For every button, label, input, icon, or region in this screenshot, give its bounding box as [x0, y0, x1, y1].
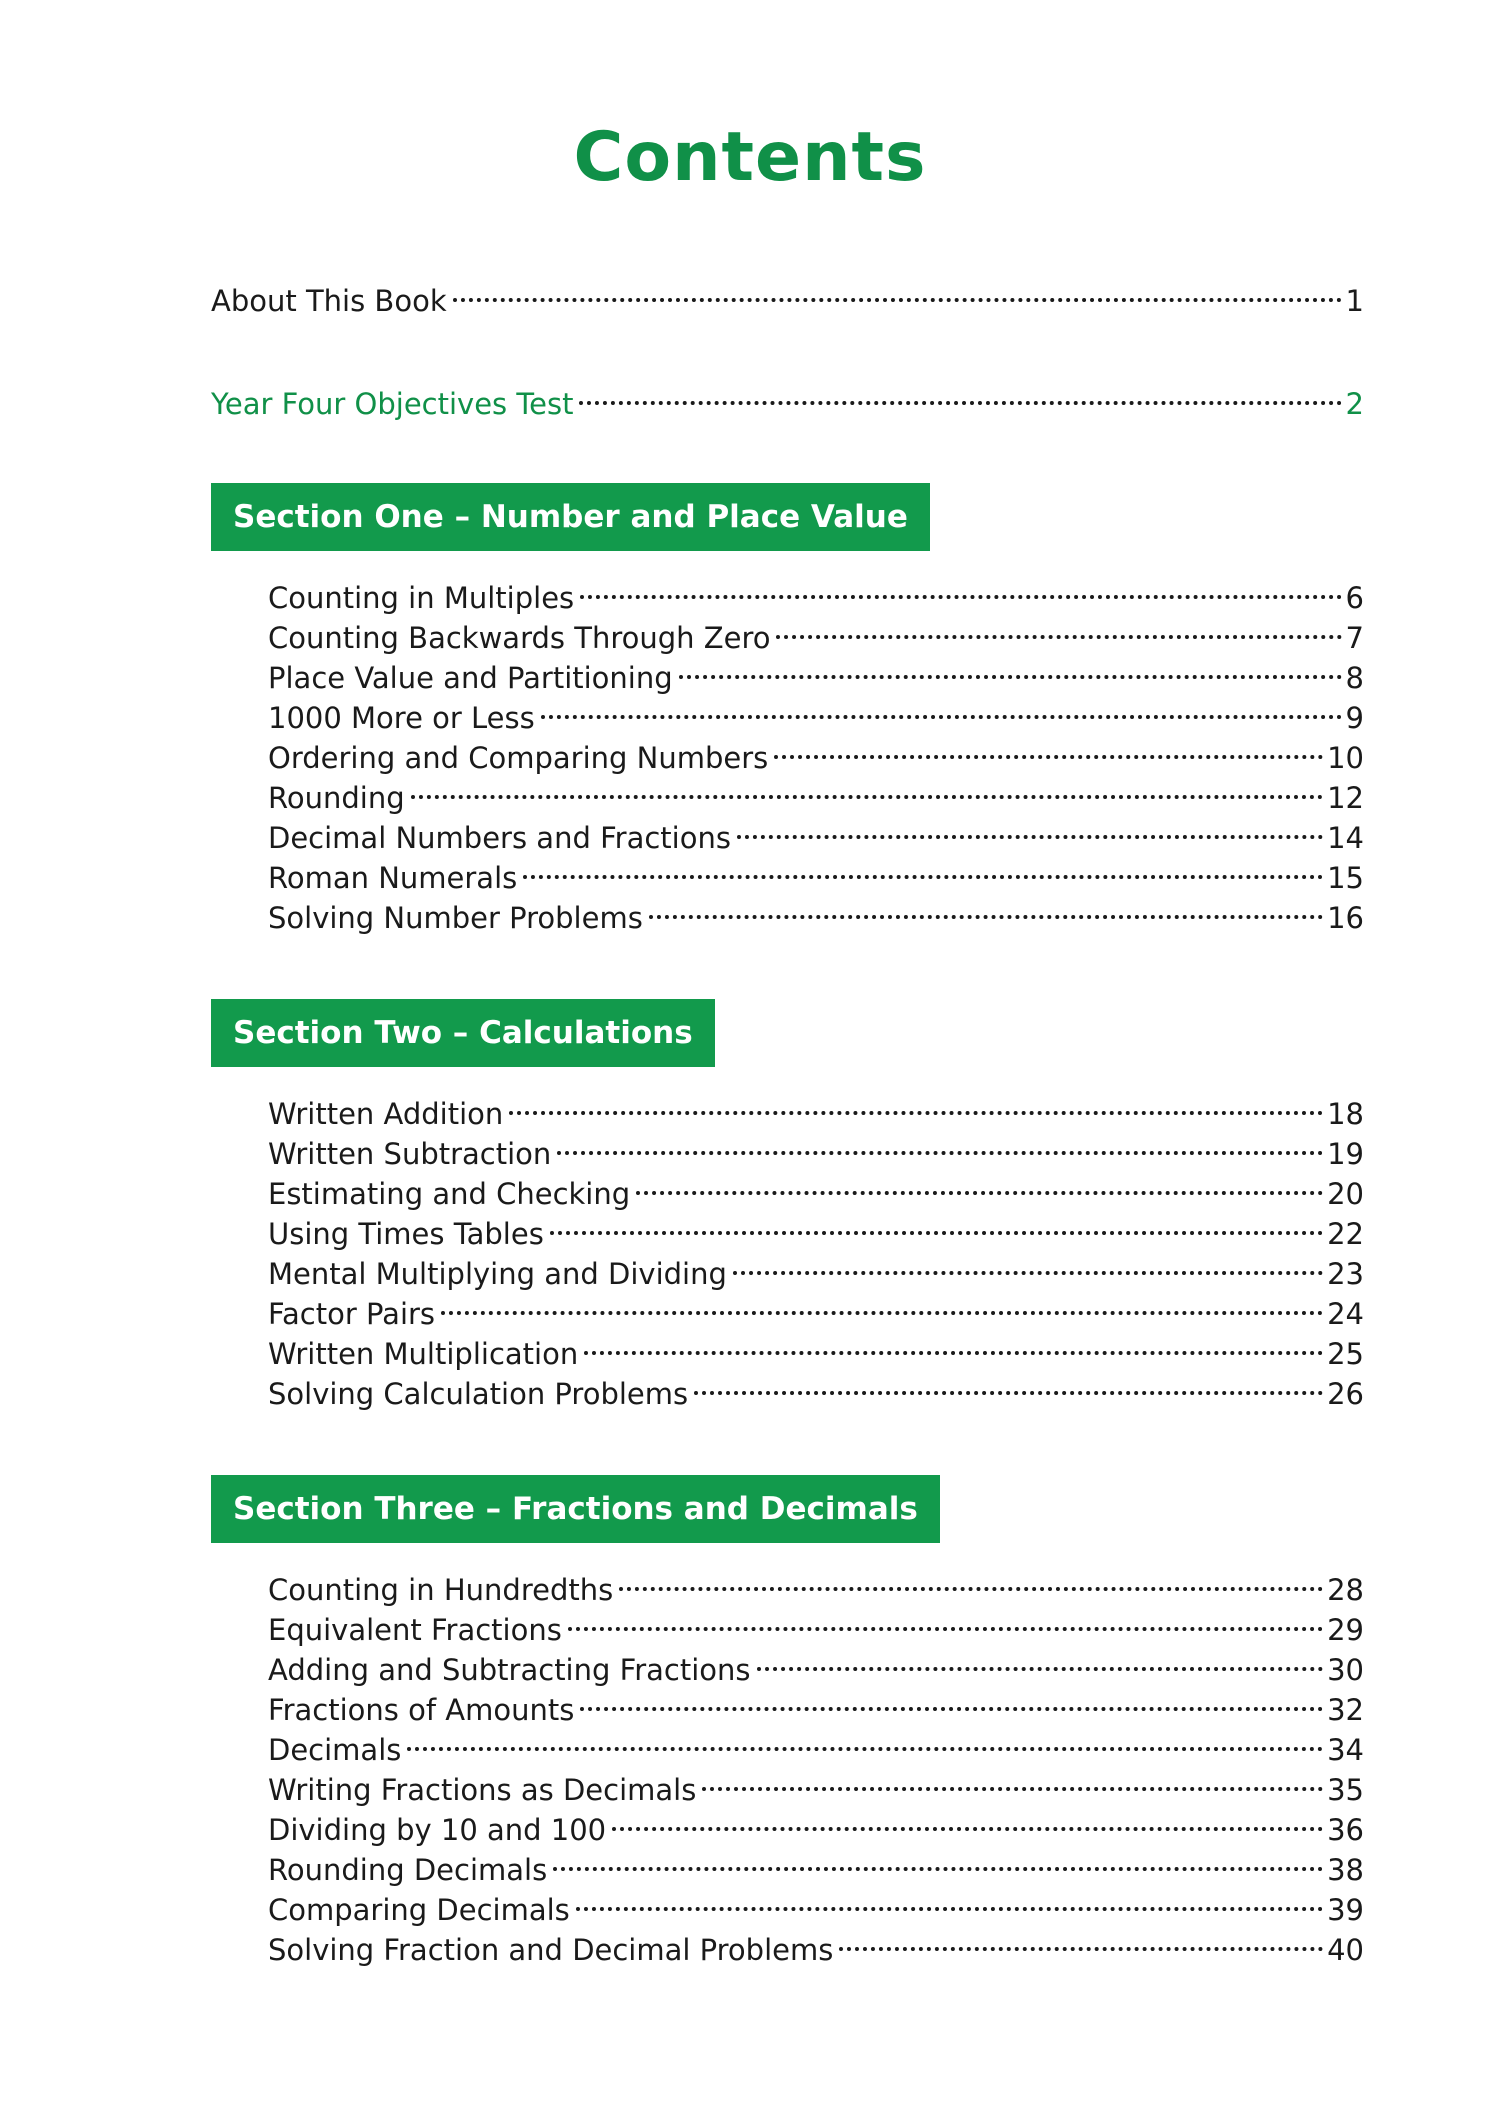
toc-entry[interactable]: [268, 728, 1364, 775]
dot-leader: [541, 688, 1342, 728]
toc-entry-label: Ordering and Comparing Numbers: [268, 741, 769, 775]
toc-entry-page-number: 8: [1345, 661, 1364, 695]
dot-leader: [776, 608, 1341, 648]
dot-leader: [441, 1284, 1323, 1324]
toc-entry[interactable]: [268, 1164, 1364, 1211]
toc-entry-label: Solving Calculation Problems: [268, 1377, 689, 1411]
toc-entry[interactable]: [268, 808, 1364, 855]
toc-entry[interactable]: [268, 1364, 1364, 1411]
toc-entry-label: Estimating and Checking: [268, 1177, 631, 1211]
dot-leader: [576, 1880, 1323, 1920]
toc-entry-page-number: 28: [1327, 1573, 1364, 1607]
toc-entry-page-number: 1: [1345, 284, 1364, 318]
toc-entry[interactable]: [268, 1244, 1364, 1291]
section-heading-fractions-and-decimals: Section Three – Fractions and Decimals: [211, 1475, 940, 1543]
toc-entry[interactable]: [268, 1880, 1364, 1927]
dot-leader: [649, 888, 1323, 928]
dot-leader: [702, 1760, 1323, 1800]
toc-entry[interactable]: [268, 1600, 1364, 1647]
section-heading-calculations: Section Two – Calculations: [211, 999, 715, 1067]
toc-entry[interactable]: [268, 1560, 1364, 1607]
toc-entry-page-number: 9: [1345, 701, 1364, 735]
dot-leader: [523, 848, 1323, 888]
toc-entry[interactable]: [268, 1084, 1364, 1131]
toc-entry[interactable]: [268, 848, 1364, 895]
toc-entry-page-number: 26: [1327, 1377, 1364, 1411]
toc-entry-label: Solving Fraction and Decimal Problems: [268, 1933, 834, 1967]
toc-entry-label: Using Times Tables: [268, 1217, 544, 1251]
toc-entry-label: Decimal Numbers and Fractions: [268, 821, 731, 855]
dot-leader: [453, 271, 1342, 311]
toc-entry-page-number: 19: [1327, 1137, 1364, 1171]
toc-entry-label: Equivalent Fractions: [268, 1613, 562, 1647]
toc-entry-label: Written Multiplication: [268, 1337, 579, 1371]
toc-entry-page-number: 24: [1327, 1297, 1364, 1331]
toc-entry[interactable]: [268, 1324, 1364, 1371]
dot-leader: [580, 568, 1341, 608]
toc-entry-page-number: 30: [1327, 1653, 1364, 1687]
toc-entry-page-number: 7: [1345, 621, 1364, 655]
dot-leader: [774, 728, 1323, 768]
toc-entry-page-number: 40: [1327, 1933, 1364, 1967]
toc-entry-label: Counting in Hundredths: [268, 1573, 614, 1607]
toc-entry[interactable]: [268, 1640, 1364, 1687]
dot-leader: [411, 768, 1323, 808]
toc-entry-about-this-book[interactable]: [211, 271, 1364, 318]
toc-entry-label: Decimals: [268, 1733, 402, 1767]
dot-leader: [557, 1124, 1323, 1164]
toc-entry-label: Writing Fractions as Decimals: [268, 1773, 697, 1807]
dot-leader: [612, 1800, 1323, 1840]
toc-entry-label: Counting Backwards Through Zero: [268, 621, 771, 655]
dot-leader: [580, 1680, 1323, 1720]
toc-entry-label: Year Four Objectives Test: [211, 387, 574, 421]
dot-leader: [568, 1600, 1323, 1640]
toc-entry-page-number: 29: [1327, 1613, 1364, 1647]
toc-entry-page-number: 25: [1327, 1337, 1364, 1371]
toc-entry-page-number: 2: [1345, 387, 1364, 421]
toc-entry-label: About This Book: [211, 284, 447, 318]
toc-entry-page-number: 39: [1327, 1893, 1364, 1927]
toc-entry-label: Adding and Subtracting Fractions: [268, 1653, 751, 1687]
toc-entry-page-number: 22: [1327, 1217, 1364, 1251]
toc-entry-page-number: 23: [1327, 1257, 1364, 1291]
toc-entry-page-number: 38: [1327, 1853, 1364, 1887]
toc-entry-label: Comparing Decimals: [268, 1893, 570, 1927]
toc-entry[interactable]: [268, 768, 1364, 815]
toc-entry-page-number: 35: [1327, 1773, 1364, 1807]
toc-entry-label: Factor Pairs: [268, 1297, 436, 1331]
dot-leader: [733, 1244, 1323, 1284]
section-heading-number-and-place-value: Section One – Number and Place Value: [211, 483, 930, 551]
dot-leader: [694, 1364, 1323, 1404]
toc-entry[interactable]: [268, 1680, 1364, 1727]
toc-entry-page-number: 32: [1327, 1693, 1364, 1727]
toc-entry-label: 1000 More or Less: [268, 701, 535, 735]
toc-entry[interactable]: [268, 888, 1364, 935]
toc-entry-page-number: 6: [1345, 581, 1364, 615]
toc-entry-label: Dividing by 10 and 100: [268, 1813, 607, 1847]
toc-entry-label: Solving Number Problems: [268, 901, 643, 935]
dot-leader: [679, 648, 1342, 688]
toc-entry[interactable]: [268, 608, 1364, 655]
dot-leader: [407, 1720, 1323, 1760]
dot-leader: [584, 1324, 1323, 1364]
dot-leader: [619, 1560, 1323, 1600]
toc-entry[interactable]: [268, 1204, 1364, 1251]
toc-entry-label: Roman Numerals: [268, 861, 518, 895]
toc-entry[interactable]: [268, 1720, 1364, 1767]
toc-entry-page-number: 15: [1327, 861, 1364, 895]
toc-entry-label: Mental Multiplying and Dividing: [268, 1257, 727, 1291]
toc-entry[interactable]: [268, 1800, 1364, 1847]
dot-leader: [839, 1920, 1323, 1960]
toc-entry[interactable]: [268, 648, 1364, 695]
dot-leader: [553, 1840, 1323, 1880]
toc-entry-page-number: 16: [1327, 901, 1364, 935]
toc-entry[interactable]: [268, 1124, 1364, 1171]
toc-entry-label: Written Addition: [268, 1097, 504, 1131]
toc-entry[interactable]: [268, 1840, 1364, 1887]
toc-entry-objectives-test[interactable]: [211, 374, 1364, 421]
toc-entry-label: Written Subtraction: [268, 1137, 552, 1171]
toc-entry-page-number: 34: [1327, 1733, 1364, 1767]
toc-entry-page-number: 12: [1327, 781, 1364, 815]
toc-entry[interactable]: [268, 1920, 1364, 1967]
toc-entry-page-number: 14: [1327, 821, 1364, 855]
toc-entry-label: Place Value and Partitioning: [268, 661, 673, 695]
toc-entry-page-number: 36: [1327, 1813, 1364, 1847]
dot-leader: [636, 1164, 1323, 1204]
dot-leader: [509, 1084, 1323, 1124]
toc-entry-page-number: 18: [1327, 1097, 1364, 1131]
page-title: Contents: [573, 118, 927, 197]
toc-entry-label: Fractions of Amounts: [268, 1693, 575, 1727]
toc-entry-page-number: 10: [1327, 741, 1364, 775]
toc-entry[interactable]: [268, 568, 1364, 615]
dot-leader: [550, 1204, 1323, 1244]
dot-leader: [737, 808, 1323, 848]
toc-entry-label: Rounding: [268, 781, 405, 815]
dot-leader: [757, 1640, 1324, 1680]
dot-leader: [579, 374, 1341, 414]
toc-entry-label: Rounding Decimals: [268, 1853, 548, 1887]
toc-entry[interactable]: [268, 1284, 1364, 1331]
toc-entry[interactable]: [268, 688, 1364, 735]
toc-entry-page-number: 20: [1327, 1177, 1364, 1211]
toc-entry-label: Counting in Multiples: [268, 581, 575, 615]
toc-entry[interactable]: [268, 1760, 1364, 1807]
